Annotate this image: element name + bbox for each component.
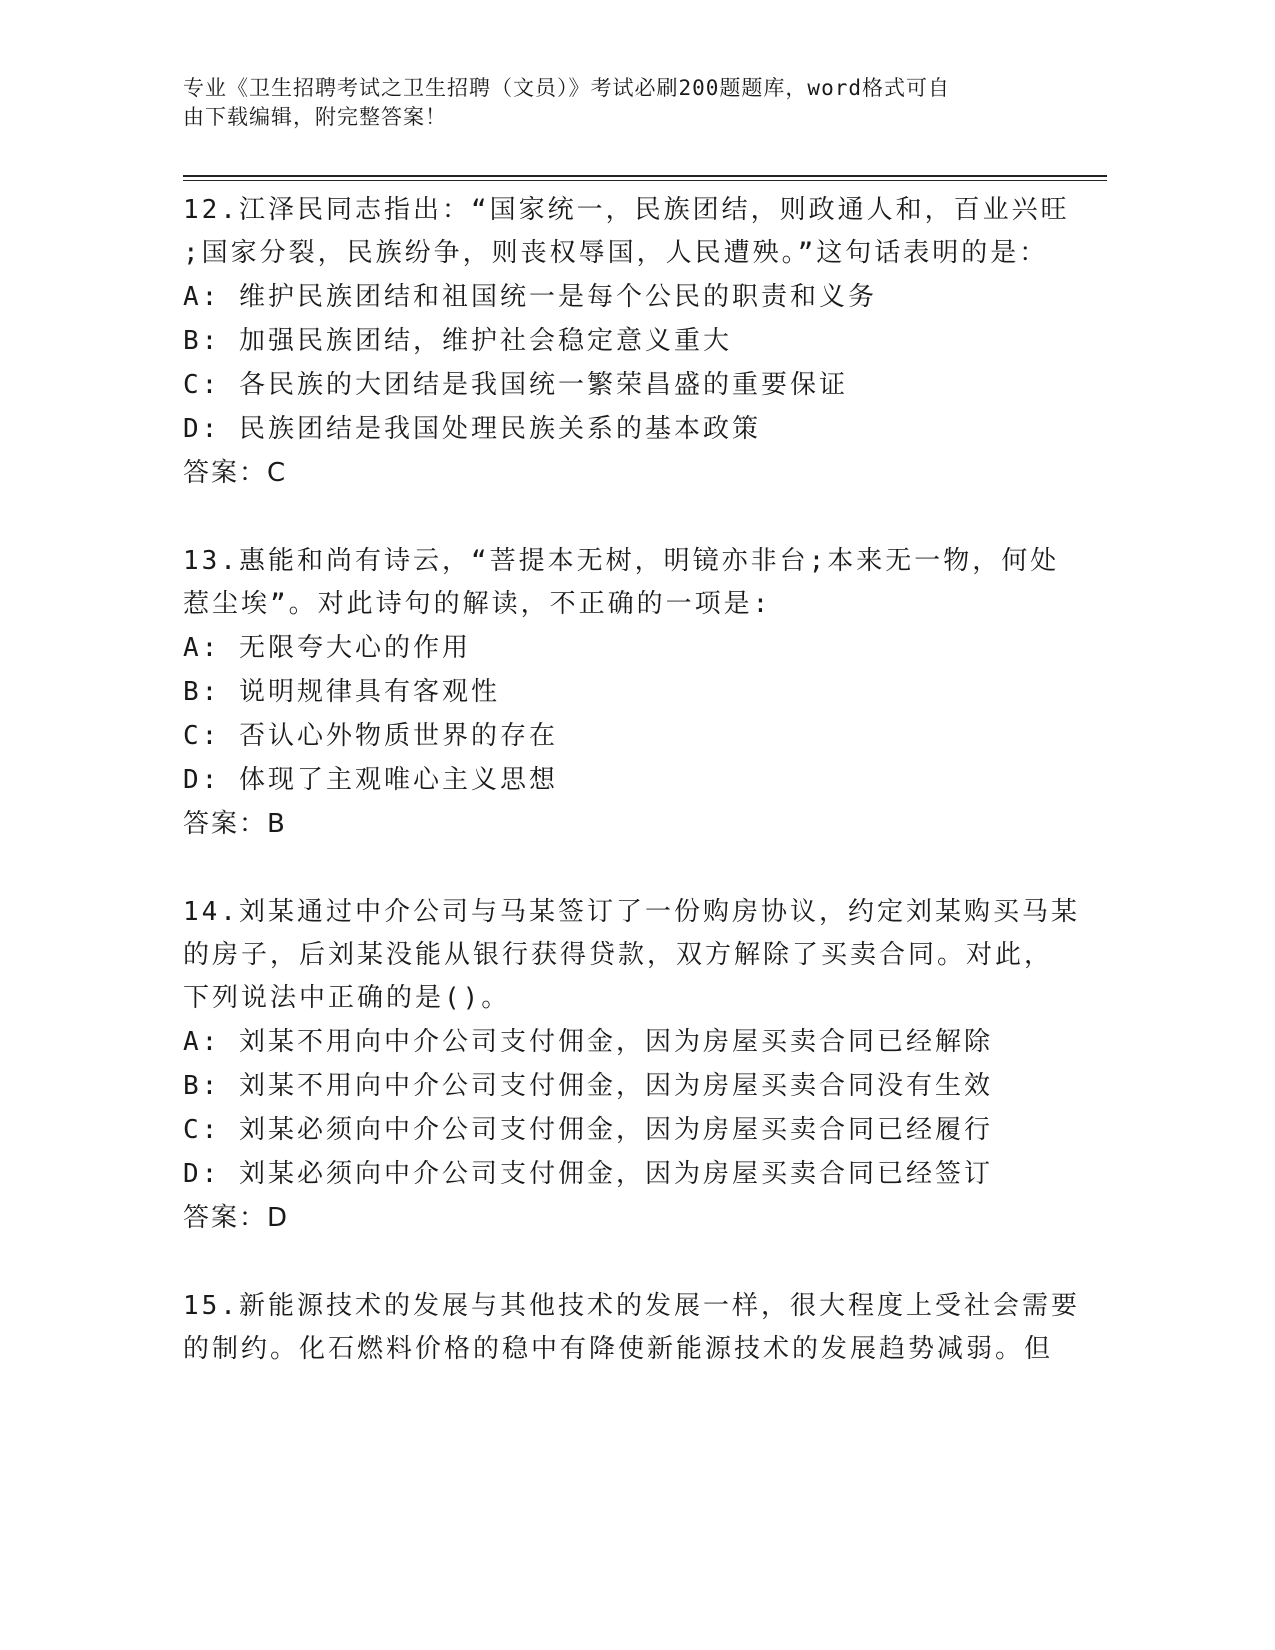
option-b: B: 刘某不用向中介公司支付佣金，因为房屋买卖合同没有生效 bbox=[183, 1071, 993, 1101]
header-divider-thin bbox=[183, 180, 1107, 181]
question-stem-line: 下列说法中正确的是()。 bbox=[183, 983, 511, 1013]
option-a: A: 无限夸大心的作用 bbox=[183, 633, 471, 663]
question-stem-line: 13.惠能和尚有诗云，“菩提本无树，明镜亦非台;本来无一物，何处 bbox=[183, 546, 1060, 576]
answer: 答案：B bbox=[183, 809, 287, 839]
document-header bbox=[183, 74, 1063, 132]
question-stem-line: 惹尘埃”。对此诗句的解读，不正确的一项是: bbox=[183, 589, 772, 619]
question-14 bbox=[183, 891, 1083, 1240]
option-b: B: 说明规律具有客观性 bbox=[183, 677, 500, 707]
answer: 答案：D bbox=[183, 1203, 290, 1233]
option-c: C: 各民族的大团结是我国统一繁荣昌盛的重要保证 bbox=[183, 370, 848, 400]
question-12 bbox=[183, 189, 1083, 495]
question-stem-line: 15.新能源技术的发展与其他技术的发展一样，很大程度上受社会需要 bbox=[183, 1291, 1080, 1321]
question-stem-line: 的制约。化石燃料价格的稳中有降使新能源技术的发展趋势减弱。但 bbox=[183, 1334, 1054, 1364]
answer: 答案：C bbox=[183, 458, 288, 488]
option-a: A: 刘某不用向中介公司支付佣金，因为房屋买卖合同已经解除 bbox=[183, 1027, 993, 1057]
header-line-2: 由下载编辑，附完整答案！ bbox=[183, 105, 447, 129]
option-d: D: 体现了主观唯心主义思想 bbox=[183, 765, 558, 795]
question-13 bbox=[183, 540, 1083, 846]
question-stem-line: 的房子，后刘某没能从银行获得贷款，双方解除了买卖合同。对此， bbox=[183, 940, 1054, 970]
option-d: D: 民族团结是我国处理民族关系的基本政策 bbox=[183, 414, 761, 444]
spacer bbox=[183, 1240, 1083, 1285]
option-d: D: 刘某必须向中介公司支付佣金，因为房屋买卖合同已经签订 bbox=[183, 1159, 993, 1189]
question-15 bbox=[183, 1285, 1083, 1371]
option-a: A: 维护民族团结和祖国统一是每个公民的职责和义务 bbox=[183, 282, 877, 312]
question-stem-line: 14.刘某通过中介公司与马某签订了一份购房协议，约定刘某购买马某 bbox=[183, 897, 1080, 927]
question-list bbox=[183, 189, 1083, 1371]
option-c: C: 否认心外物质世界的存在 bbox=[183, 721, 558, 751]
spacer bbox=[183, 495, 1083, 540]
option-b: B: 加强民族团结，维护社会稳定意义重大 bbox=[183, 326, 732, 356]
header-line-1: 专业《卫生招聘考试之卫生招聘（文员）》考试必刷200题题库，word格式可自 bbox=[183, 76, 950, 100]
option-c: C: 刘某必须向中介公司支付佣金，因为房屋买卖合同已经履行 bbox=[183, 1115, 993, 1145]
question-stem-line: 12.江泽民同志指出：“国家统一，民族团结，则政通人和，百业兴旺 bbox=[183, 195, 1070, 225]
spacer bbox=[183, 846, 1083, 891]
question-stem-line: ;国家分裂，民族纷争，则丧权辱国，人民遭殃。”这句话表明的是： bbox=[183, 238, 1049, 268]
header-divider-thick bbox=[183, 175, 1107, 177]
